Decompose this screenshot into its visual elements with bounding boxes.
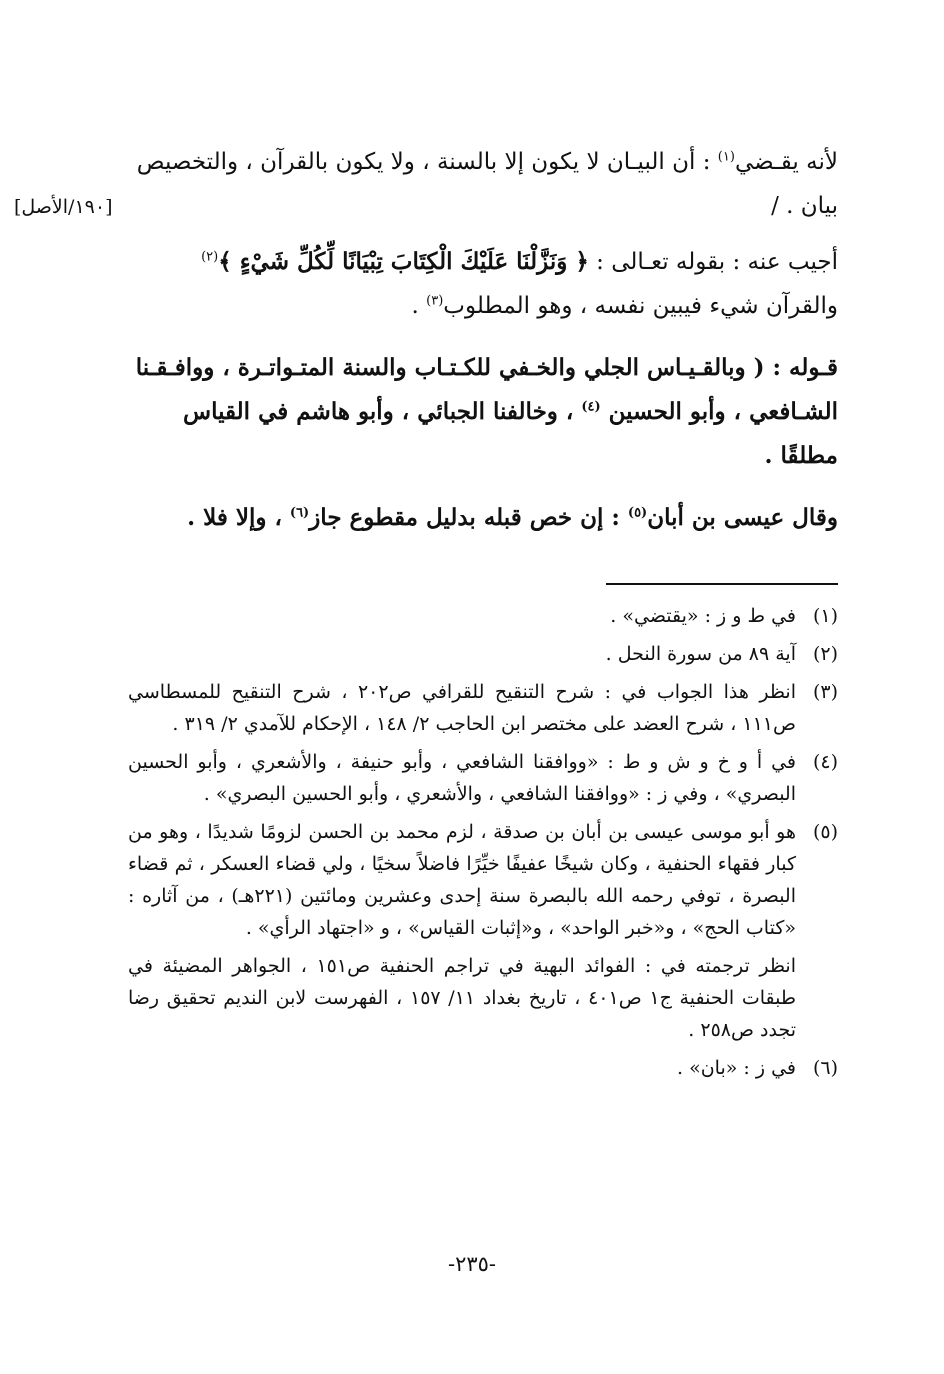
footnote-text: في ط و ز : «يقتضي» .: [610, 605, 796, 627]
footnotes: [128, 600, 838, 1090]
quran-verse: ﴿ وَنَزَّلْنَا عَلَيْكَ الْكِتَابَ تِبْيَانًا لِّكُلِّ شَيْءٍ ﴾: [218, 248, 589, 275]
footnote-item: [128, 676, 838, 740]
paragraph-quote-isa: وقال عيسى بن أبان$^{(٥)}$ : إن خص قبله بدليل مقطوع جاز$^{(٦)}$ ، وإلا فلا .: [187, 504, 838, 531]
footnote-number: (٢): [812, 643, 838, 665]
footnote-number: (٤): [812, 751, 838, 773]
footnote-ref[interactable]: (٢): [201, 249, 219, 265]
footnote-continuation: انظر ترجمته في : الفوائد البهية في تراجم الحنفية ص١٥١ ، الجواهر المضيئة في طبقات الحنفية ج١ ص٤٠١ ، تاريخ بغداد ١١/ ١٥٧ ، الفهرست لابن النديم تحقيق رضا تجدد ص٢٥٨ .: [128, 955, 797, 1041]
footnote-item: [128, 600, 838, 632]
paragraph-quote-qiyas: قـوله : ( وبالقـيـاس الجلي والخـفي للكـتـاب والسنة المتـواتـرة ، ووافـقـنا الشـافعي ، وأبو الحسين $^{(٤)}$ ، وخالفنا الجبائي ، وأبو هاشم في القياس مطلقًا .: [135, 354, 838, 469]
paragraph-answer: أجيب عنه : بقوله تعـالى : ﴿ وَنَزَّلْنَا عَلَيْكَ الْكِتَابَ تِبْيَانًا لِّكُلِّ شَيْءٍ ﴾$^{(٢)}$ والقرآن شيء فيبين نفسه ، وهو المطلوب$^{(٣)}$ .: [201, 248, 838, 319]
main-text: [128, 140, 838, 540]
footnote-number: (٥): [812, 821, 838, 843]
page-number: -٢٣٥-: [447, 1252, 497, 1276]
footnote-item: [128, 1052, 838, 1084]
footnote-ref[interactable]: (٣): [426, 293, 444, 309]
footnote-ref[interactable]: (٤): [581, 399, 601, 415]
footnote-ref[interactable]: (٥): [627, 505, 648, 521]
footnote-text: في ز : «بان» .: [677, 1057, 796, 1079]
footnote-ref[interactable]: (١): [717, 149, 735, 165]
footnote-text: انظر هذا الجواب في : شرح التنقيح للقرافي ص٢٠٢ ، شرح التنقيح للمسطاسي ص١١١ ، شرح العضد على مختصر ابن الحاجب ٢/ ١٤٨ ، الإحكام للآمدي ٢/ ٣١٩ .: [128, 681, 796, 735]
footnote-text: في أ و خ و ش و ط : «ووافقنا الشافعي ، وأبو حنيفة ، والأشعري ، وأبو الحسين البصري» ، وفي ز : «ووافقنا الشافعي ، والأشعري ، وأبو الحسين البصري» .: [128, 751, 796, 805]
footnote-text: آية ٨٩ من سورة النحل .: [605, 643, 796, 665]
footnote-item: [128, 638, 838, 670]
footnote-ref[interactable]: (٦): [289, 505, 310, 521]
paragraph-objection: لأنه يقـضي$^{(١)}$ : أن البيـان لا يكون إلا بالسنة ، ولا يكون بالقرآن ، والتخصيص بيان . /: [136, 149, 838, 219]
footnote-number: (٣): [812, 681, 838, 703]
footnote-text: هو أبو موسى عيسى بن أبان بن صدقة ، لزم محمد بن الحسن لزومًا شديدًا ، وهو من كبار فقهاء الحنفية ، وكان شيخًا عفيفًا خيِّرًا فاضلاً سخيًا ، ولي قضاء العسكر ، ثم قضاء البصرة ، توفي رحمه الله بالبصرة سنة إحدى وعشرين ومائتين (٢٢١هـ) ، من آثاره : «كتاب الحج» ، و«خبر الواحد» ، و«إثبات القياس» ، و «اجتهاد الرأي» .: [128, 821, 797, 939]
footnote-item: [128, 816, 838, 944]
footnote-number: (١): [812, 605, 838, 627]
margin-folio-note: [١٩٠/الأصل]: [14, 196, 113, 218]
footnote-number: (٦): [812, 1057, 838, 1079]
footnote-divider: [606, 583, 838, 585]
footnote-item: [128, 746, 838, 810]
